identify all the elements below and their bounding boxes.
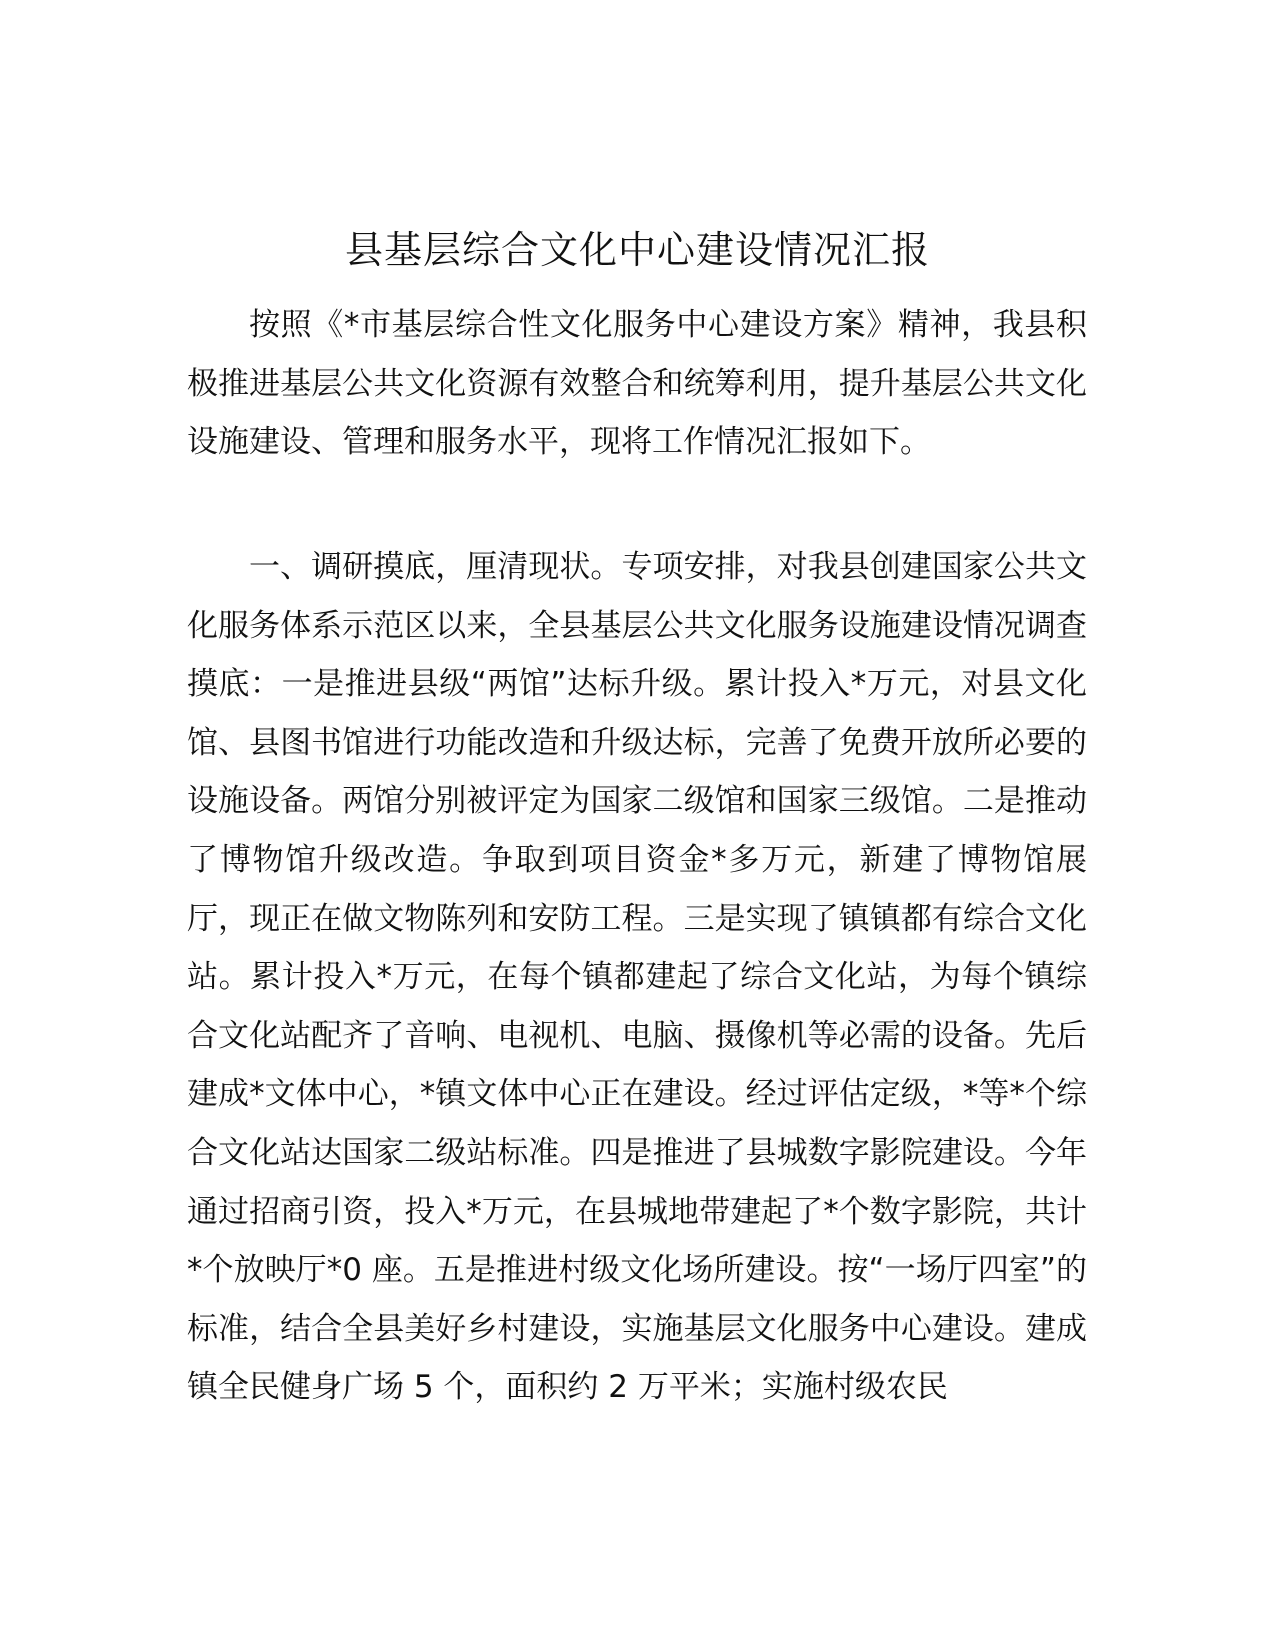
page-title: 县基层综合文化中心建设情况汇报: [344, 228, 930, 272]
intro-paragraph: 按照《*市基层综合性文化服务中心建设方案》精神，我县积极推进基层公共文化资源有效整合和统筹利用，提升基层公共文化设施建设、管理和服务水平，现将工作情况汇报如下。: [187, 307, 1087, 461]
section-one-paragraph: 一、调研摸底，厘清现状。专项安排，对我县创建国家公共文化服务体系示范区以来，全县基层公共文化服务设施建设情况调查摸底：一是推进县级“两馆”达标升级。累计投入*万元，对县文化馆、县图书馆进行功能改造和升级达标，完善了免费开放所必要的设施设备。两馆分别被评定为国家二级馆和国家三级馆。二是推动了博物馆升级改造。争取到项目资金*多万元，新建了博物馆展厅，现正在做文物陈列和安防工程。三是实现了镇镇都有综合文化站。累计投入*万元，在每个镇都建起了综合文化站，为每个镇综合文化站配齐了音响、电视机、电脑、摄像机等必需的设备。先后建成*文体中心，*镇文体中心正在建设。经过评估定级，*等*个综合文化站达国家二级站标准。四是推进了县城数字影院建设。今年通过招商引资，投入*万元，在县城地带建起了*个数字影院，共计*个放映厅*0 座。五是推进村级文化场所建设。按“一场厅四室”的标准，结合全县美好乡村建设，实施基层文化服务中心建设。建成镇全民健身广场 5 个，面积约 2 万平米；实施村级农民: [187, 549, 1087, 1406]
